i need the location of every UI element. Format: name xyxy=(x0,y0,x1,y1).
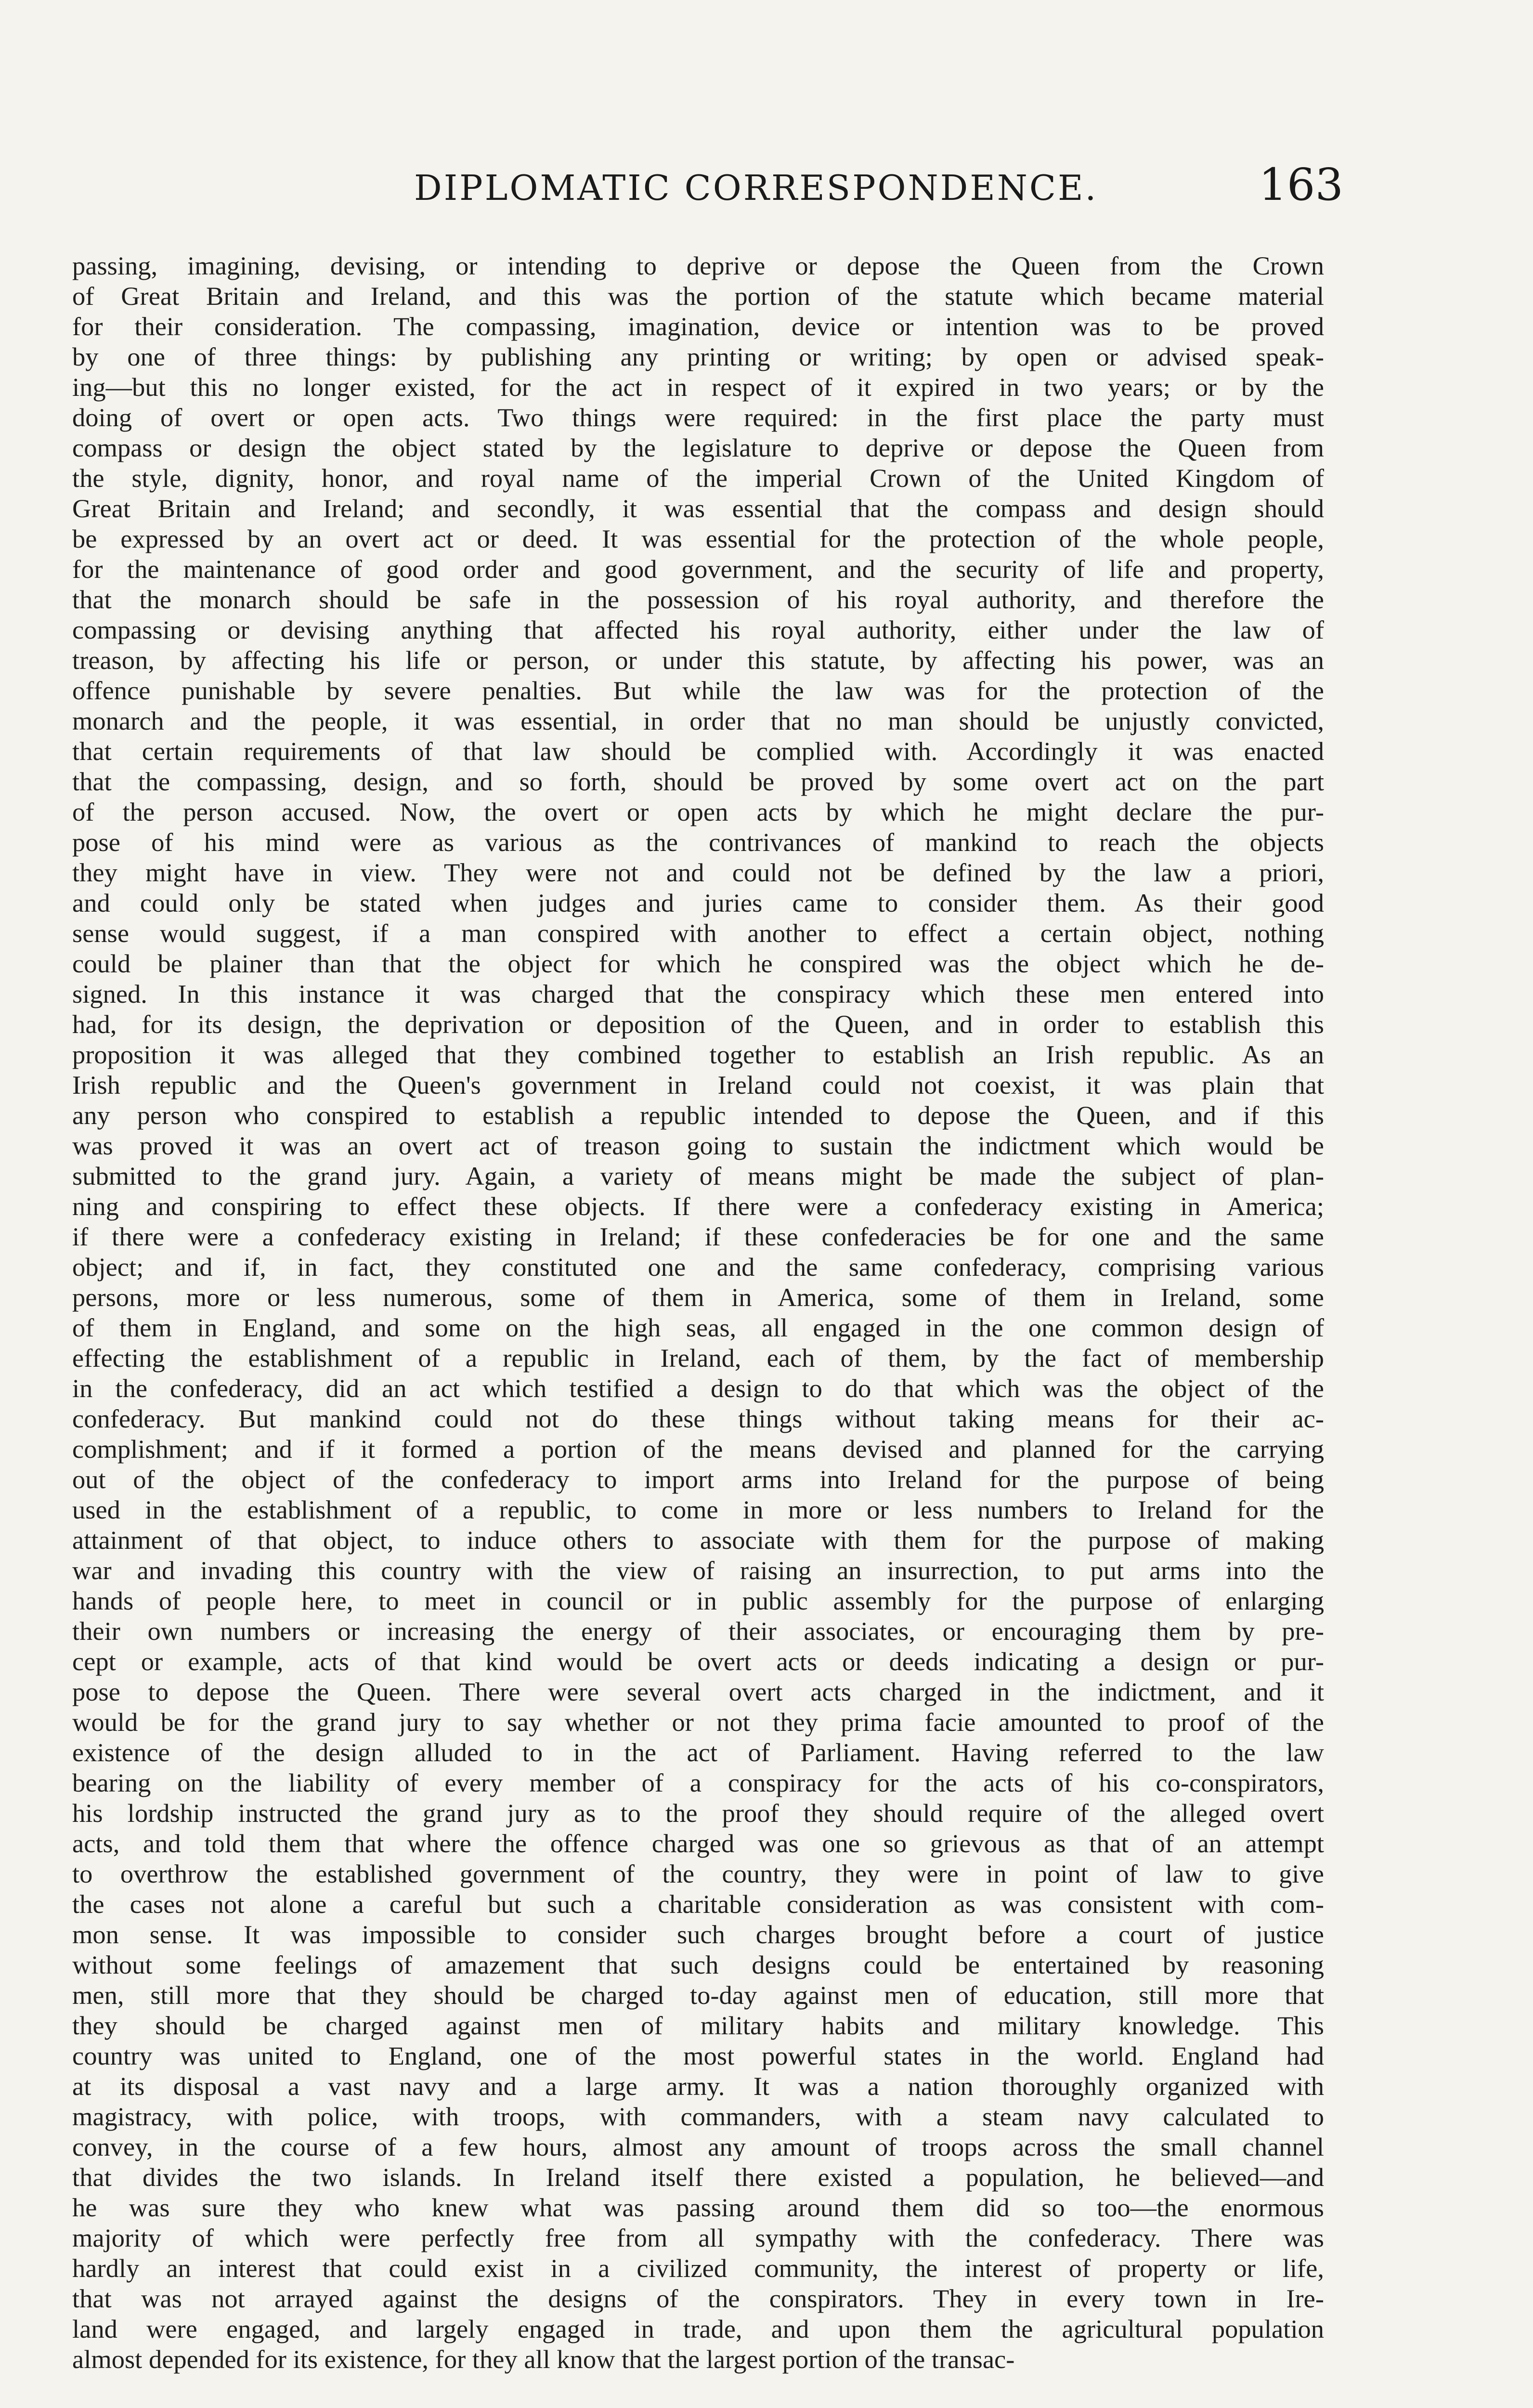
text-line: cept or example, acts of that kind would be overt acts or deeds indicating a design or pur- xyxy=(72,1647,1324,1676)
text-line: majority of which were perfectly free from all sympathy with the confederacy. There was xyxy=(72,2223,1324,2252)
text-line: by one of three things: by publishing any printing or writing; by open or advised speak- xyxy=(72,342,1324,371)
text-line: doing of overt or open acts. Two things were required: in the first place the party must xyxy=(72,403,1324,432)
text-line: that was not arrayed against the designs of the conspirators. They in every town in Ire- xyxy=(72,2284,1324,2313)
text-line: compassing or devising anything that affected his royal authority, either under the law of xyxy=(72,615,1324,644)
text-line: war and invading this country with the view of raising an insurrection, to put arms into the xyxy=(72,1556,1324,1585)
text-line: Irish republic and the Queen's government in Ireland could not coexist, it was plain that xyxy=(72,1070,1324,1099)
text-line: they should be charged against men of military habits and military knowledge. This xyxy=(72,2011,1324,2040)
text-line: he was sure they who knew what was passing around them did so too—the enormous xyxy=(72,2193,1324,2222)
text-line: could be plainer than that the object for which he conspired was the object which he de- xyxy=(72,949,1324,978)
text-line: the style, dignity, honor, and royal name of the imperial Crown of the United Kingdom of xyxy=(72,463,1324,493)
text-line: bearing on the liability of every member of a conspiracy for the acts of his co-conspirators, xyxy=(72,1768,1324,1797)
text-line: ning and conspiring to effect these objects. If there were a confederacy existing in America; xyxy=(72,1191,1324,1221)
text-line: was proved it was an overt act of treason going to sustain the indictment which would be xyxy=(72,1131,1324,1160)
text-line: effecting the establishment of a republic in Ireland, each of them, by the fact of membership xyxy=(72,1343,1324,1373)
text-line: object; and if, in fact, they constituted one and the same confederacy, comprising various xyxy=(72,1252,1324,1282)
text-line: their own numbers or increasing the energy of their associates, or encouraging them by pre- xyxy=(72,1616,1324,1646)
text-line: almost depended for its existence, for they all know that the largest portion of the transac- xyxy=(72,2344,1015,2374)
text-line: attainment of that object, to induce others to associate with them for the purpose of making xyxy=(72,1525,1324,1555)
text-line: that divides the two islands. In Ireland itself there existed a population, he believed—and xyxy=(72,2162,1324,2192)
text-line: signed. In this instance it was charged that the conspiracy which these men entered into xyxy=(72,979,1324,1008)
text-line: compass or design the object stated by the legislature to deprive or depose the Queen from xyxy=(72,433,1324,462)
text-line: acts, and told them that where the offence charged was one so grievous as that of an attempt xyxy=(72,1829,1324,1858)
text-line: out of the object of the confederacy to import arms into Ireland for the purpose of being xyxy=(72,1465,1324,1494)
text-line: submitted to the grand jury. Again, a variety of means might be made the subject of plan- xyxy=(72,1161,1324,1191)
text-line: convey, in the course of a few hours, almost any amount of troops across the small channel xyxy=(72,2132,1324,2161)
text-line: in the confederacy, did an act which testified a design to do that which was the object of the xyxy=(72,1374,1324,1403)
text-line: any person who conspired to establish a republic intended to depose the Queen, and if this xyxy=(72,1100,1324,1130)
text-line: at its disposal a vast navy and a large army. It was a nation thoroughly organized with xyxy=(72,2071,1324,2101)
text-line: of Great Britain and Ireland, and this was the portion of the statute which became material xyxy=(72,281,1324,311)
text-line: sense would suggest, if a man conspired with another to effect a certain object, nothing xyxy=(72,918,1324,948)
text-line: for the maintenance of good order and good government, and the security of life and property, xyxy=(72,554,1324,584)
body-text xyxy=(72,250,1324,2374)
text-line: used in the establishment of a republic, to come in more or less numbers to Ireland for the xyxy=(72,1495,1324,1524)
text-line: complishment; and if it formed a portion of the means devised and planned for the carrying xyxy=(72,1434,1324,1464)
text-line: that certain requirements of that law should be complied with. Accordingly it was enacted xyxy=(72,736,1324,766)
text-line: of the person accused. Now, the overt or open acts by which he might declare the pur- xyxy=(72,797,1324,826)
text-line: the cases not alone a careful but such a charitable consideration as was consistent with com- xyxy=(72,1889,1324,1919)
text-line: Great Britain and Ireland; and secondly, it was essential that the compass and design should xyxy=(72,494,1324,523)
text-line: be expressed by an overt act or deed. It was essential for the protection of the whole people, xyxy=(72,524,1324,553)
text-line: for their consideration. The compassing, imagination, device or intention was to be proved xyxy=(72,312,1324,341)
page-header xyxy=(72,159,1343,226)
text-line: that the monarch should be safe in the possession of his royal authority, and therefore the xyxy=(72,585,1324,614)
text-line: treason, by affecting his life or person, or under this statute, by affecting his power, was an xyxy=(72,645,1324,675)
text-line: his lordship instructed the grand jury as to the proof they should require of the alleged overt xyxy=(72,1798,1324,1828)
text-line: to overthrow the established government of the country, they were in point of law to give xyxy=(72,1859,1324,1888)
text-line: pose to depose the Queen. There were several overt acts charged in the indictment, and it xyxy=(72,1677,1324,1706)
text-line: confederacy. But mankind could not do these things without taking means for their ac- xyxy=(72,1404,1324,1433)
text-line: persons, more or less numerous, some of them in America, some of them in Ireland, some xyxy=(72,1283,1324,1312)
text-line: passing, imagining, devising, or intending to deprive or depose the Queen from the Crown xyxy=(72,251,1324,280)
text-line: without some feelings of amazement that such designs could be entertained by reasoning xyxy=(72,1950,1324,1979)
text-line: hands of people here, to meet in council or in public assembly for the purpose of enlarging xyxy=(72,1586,1324,1615)
text-line: and could only be stated when judges and juries came to consider them. As their good xyxy=(72,888,1324,917)
text-line: mon sense. It was impossible to consider such charges brought before a court of justice xyxy=(72,1920,1324,1949)
text-line: offence punishable by severe penalties. But while the law was for the protection of the xyxy=(72,676,1324,705)
text-line: they might have in view. They were not and could not be defined by the law a priori, xyxy=(72,858,1324,887)
text-line: proposition it was alleged that they combined together to establish an Irish republic. As an xyxy=(72,1040,1324,1069)
text-line: existence of the design alluded to in the act of Parliament. Having referred to the law xyxy=(72,1738,1324,1767)
text-line: land were engaged, and largely engaged in trade, and upon them the agricultural population xyxy=(72,2314,1324,2343)
page-number: 163 xyxy=(1259,159,1343,210)
text-line: had, for its design, the deprivation or deposition of the Queen, and in order to establish this xyxy=(72,1009,1324,1039)
text-line: would be for the grand jury to say whether or not they prima facie amounted to proof of the xyxy=(72,1707,1324,1737)
text-line: monarch and the people, it was essential, in order that no man should be unjustly convicted, xyxy=(72,706,1324,735)
running-title: DIPLOMATIC CORRESPONDENCE. xyxy=(414,168,1098,208)
text-line: hardly an interest that could exist in a civilized community, the interest of property or life, xyxy=(72,2253,1324,2283)
text-line: that the compassing, design, and so forth, should be proved by some overt act on the part xyxy=(72,767,1324,796)
text-line: if there were a confederacy existing in Ireland; if these confederacies be for one and the same xyxy=(72,1222,1324,1251)
text-line: pose of his mind were as various as the contrivances of mankind to reach the objects xyxy=(72,827,1324,857)
text-line: ing—but this no longer existed, for the act in respect of it expired in two years; or by the xyxy=(72,372,1324,402)
text-line: of them in England, and some on the high seas, all engaged in the one common design of xyxy=(72,1313,1324,1342)
text-line: country was united to England, one of the most powerful states in the world. England had xyxy=(72,2041,1324,2070)
text-line: magistracy, with police, with troops, with commanders, with a steam navy calculated to xyxy=(72,2102,1324,2131)
text-line: men, still more that they should be charged to-day against men of education, still more that xyxy=(72,1980,1324,2010)
